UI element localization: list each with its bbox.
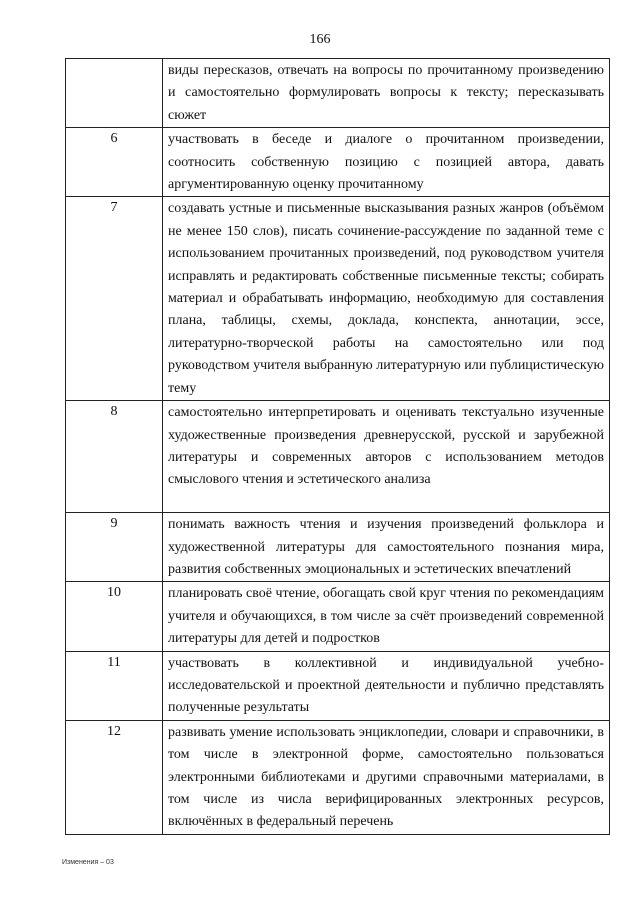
requirements-table [65,58,610,835]
table-row [66,401,610,513]
table-row [66,197,610,401]
row-number: 12 [66,720,163,834]
row-number: 10 [66,582,163,651]
table-row [66,59,610,128]
row-number: 9 [66,513,163,582]
table-row [66,128,610,197]
row-number: 7 [66,197,163,401]
footer-revision: Изменения – 03 [62,859,114,866]
row-text: создавать устные и письменные высказывания разных жанров (объёмом не менее 150 слов), писать сочинение-рассуждение по заданной теме с использованием прочитанных произведений, под руководством учителя исправлять и редактировать собственные письменные тексты; собирать материал и обрабатывать информацию, необходимую для составления плана, таблицы, схемы, доклада, конспекта, аннотации, эссе, литературно-творческой работы на самостоятельно или под руководством учителя выбранную литературную или публицистическую тему [163,197,610,401]
table-row [66,513,610,582]
row-text: виды пересказов, отвечать на вопросы по прочитанному произведению и самостоятельно формулировать вопросы к тексту; пересказывать сюжет [163,59,610,128]
row-number [66,59,163,128]
row-text: развивать умение использовать энциклопедии, словари и справочники, в том числе в электронной форме, самостоятельно пользоваться электронными библиотеками и другими справочными материалами, в том числе из числа верифицированных электронных ресурсов, включённых в федеральный перечень [163,720,610,834]
table-row [66,582,610,651]
row-number: 8 [66,401,163,513]
row-number: 11 [66,651,163,720]
row-text: планировать своё чтение, обогащать свой круг чтения по рекомендациям учителя и обучающихся, в том числе за счёт произведений современной литературы для детей и подростков [163,582,610,651]
table-row [66,720,610,834]
row-number: 6 [66,128,163,197]
row-text: участвовать в коллективной и индивидуальной учебно-исследовательской и проектной деятельности и публично представлять полученные результаты [163,651,610,720]
row-text: участвовать в беседе и диалоге о прочитанном произведении, соотносить собственную позицию с позицией автора, давать аргументированную оценку прочитанному [163,128,610,197]
row-text: понимать важность чтения и изучения произведений фольклора и художественной литературы для самостоятельного познания мира, развития собственных эмоциональных и эстетических впечатлений [163,513,610,582]
row-text: самостоятельно интерпретировать и оценивать текстуально изученные художественные произведения древнерусской, русской и зарубежной литературы и современных авторов с использованием методов смыслового чтения и эстетического анализа [163,401,610,513]
page-number: 166 [309,32,331,47]
table-row [66,651,610,720]
